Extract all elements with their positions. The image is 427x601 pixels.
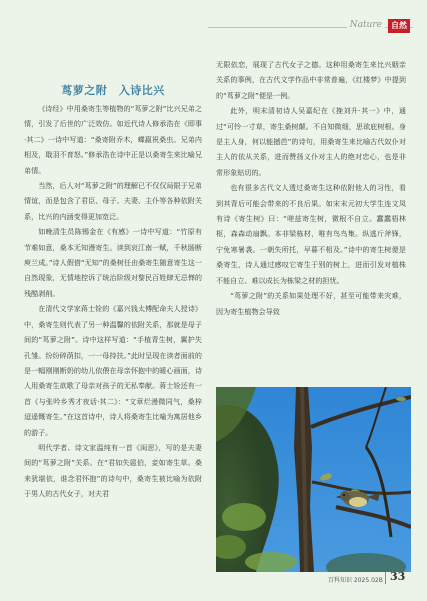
footer-divider (385, 572, 386, 584)
paragraph: 无限依恋，展现了古代女子之德。这种用桑寄生来比兴姻亲关系的事例，在古代文学作品中非常普遍，《红楼梦》中提到的“茑萝之附”便是一例。 (216, 60, 406, 100)
page-number: 33 (390, 570, 406, 583)
section-badge: 自然 (388, 19, 410, 33)
section-label-en: Nature (347, 20, 385, 30)
bird-on-branch-photo (216, 387, 411, 572)
paragraph: 如晚清生员陈锡金在《有感》一诗中写道：“竹原有节难如意，桑本无知漫寄生。读到哀江南一赋，千秋肠断庾兰成。”诗人假借“无知”的桑树任由桑寄生随意寄生这一自然现象，无情地控诉了统治阶级对黎民百姓肆无忌惮的残酷剥削。 (24, 227, 202, 298)
left-column (24, 101, 202, 502)
article-title: 茑萝之附 入诗比兴 (61, 84, 165, 97)
paragraph: 《诗经》中用桑寄生等植物的“茑萝之附”比兴兄弟之情，引发了后世的广泛效仿。如近代诗人修承浩在《即事·其二》一诗中写道：“桑寄附乔木，蝶嬴祝桑虫。兄弟内相及，戢羽不育怒。”修承浩在诗中正是以桑寄生来比喻兄弟情。 (24, 104, 202, 175)
paragraph: 此外，明末清初诗人吴嘉纪在《挽刘升·其一》中，通过“可怜一寸草，寄生桑树颠。不自知微细，思欲庇树根。身是主人身，何以能撼芭”的诗句，用桑寄生来比喻古代奴仆对主人的依从关系，进而赞扬义仆对主人的绝对忠心，也是非常形象贴切的。 (216, 106, 406, 177)
right-column (216, 57, 406, 319)
paragraph: 也有很多古代文人透过桑寄生这种依附他人的习性，看到其背后可能会带来的不良后果。如宋末元初大学生连文凤有诗《寄生树》曰：“嗟兹寄生树，微根不自立。蠢蠢梧林枢，森森动扇飘。本非梁栋材，唯有鸟鸟集。纵逃斤斧锋，宁免寒暑袭。一朝失所托，早暮不相及。”诗中的寄生树便是桑寄生，诗人通过感叹它寄生于别的树上，进而引发对植株不能自立、难以成长为栋梁之材的担忧。 (216, 183, 406, 285)
paragraph: “茑萝之附”的关系如果处理不好，甚至可能带来灾难，因为寄生植物会导致 (216, 291, 406, 316)
paragraph: 当然，后人对“茑萝之附”的理解已不仅仅局限于兄弟情谊，而是包含了君臣、母子、夫妻、主仆等各种依附关系，比兴的内涵变得更加宽泛。 (24, 181, 202, 221)
paragraph: 在清代文学家蒋士铨的《嘉兴钱太傅配命夫人授诗》中，桑寄生则代表了另一种温馨的依附关系，那就是母子间的“茑萝之附”。诗中这样写道：“手植青生树，翼护失孔雏。纷纷碎荫扣，一一母持扶。”此时呈现在读者面前的是一幅刚刚断奶的幼儿依偎在母亲怀抱中的暖心画面，诗人用桑寄生欲歌了母亲对孩子的无私奉献。蒋士铨还有一首《与张吟乡秀才夜话·其二》：“文章烂漫微同气，桑梓迢遥慨寄生。”在这首诗中，诗人将桑寄生比喻为寓居他乡的游子。 (24, 304, 202, 437)
paragraph: 明代学者、诗文家温纯有一首《闺思》，写的是夫妻间的“茑萝之附”关系。在“君如失扈伯，妾如寄生草。桑来犹堪依，谁念君怀抱”的诗句中，桑寄生被比喻为依附于男人的古代女子，对夫君 (24, 442, 202, 499)
photo-illustration (216, 387, 411, 572)
journal-name: 百科知识 2025.02B (328, 577, 383, 584)
